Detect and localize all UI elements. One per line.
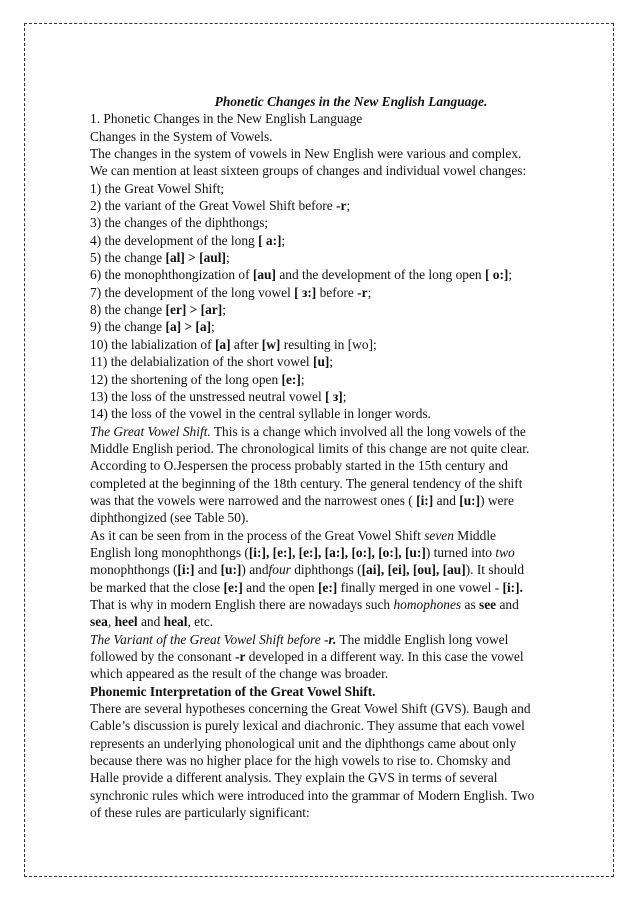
paragraph-line: followed by the consonant -r developed in a different way. In this case the vowel bbox=[90, 649, 524, 664]
paragraph-line: As it can be seen from in the process of the Great Vowel Shift seven Middle bbox=[90, 527, 496, 543]
list-item: 7) the development of the long vowel [ з:] before -r; bbox=[90, 284, 372, 300]
paragraph-line: Halle provide a different analysis. They explain the GVS in terms of several bbox=[90, 770, 498, 786]
paragraph-line: Middle English period. The chronological limits of this change are not quite clear. bbox=[90, 440, 530, 456]
paragraph-line: represents an underlying phonological unit and the diphthongs came about only bbox=[90, 735, 517, 751]
paragraph-line: synchronic rules which were introduced into the grammar of Modern English. Two bbox=[90, 787, 535, 803]
paragraph-line: According to O.Jespersen the process probably started in the 15th century and bbox=[90, 458, 508, 474]
paragraph-line: The Great Vowel Shift. This is a change which involved all the long vowels of the bbox=[90, 423, 526, 439]
list-item: 9) the change [a] > [a]; bbox=[90, 319, 215, 335]
paragraph-line: be marked that the close [e:] and the open [e:] finally merged in one vowel - [i:]. bbox=[90, 579, 523, 595]
subsection-heading: Changes in the System of Vowels. bbox=[90, 128, 273, 144]
paragraph-line: English long monophthongs ([i:], [e:], [e:], [a:], [o:], [o:], [u:]) turned into two bbox=[90, 544, 515, 560]
paragraph-line: was that the vowels were narrowed and the narrowest ones ( [i:] and [u:]) were bbox=[90, 492, 514, 508]
list-item: 11) the delabialization of the short vowel [u]; bbox=[90, 354, 334, 370]
list-item: 8) the change [er] > [ar]; bbox=[90, 302, 226, 318]
paragraph-line: which appeared as the result of the change was broader. bbox=[90, 666, 389, 682]
intro-line: The changes in the system of vowels in New English were various and complex. bbox=[90, 146, 522, 162]
page-title: Phonetic Changes in the New English Language. bbox=[214, 94, 488, 109]
paragraph-line: diphthongized (see Table 50). bbox=[90, 510, 249, 526]
paragraph-line: monophthongs ([i:] and [u:]) andfour diphthongs ([ai], [ei], [ou], [au]). It should bbox=[90, 562, 525, 578]
paragraph-line: completed at the beginning of the 18th century. The general tendency of the shift bbox=[90, 475, 523, 491]
list-item: 12) the shortening of the long open [e:]; bbox=[90, 371, 305, 387]
section-heading: 1. Phonetic Changes in the New English Language bbox=[90, 111, 363, 127]
intro-line: We can mention at least sixteen groups of changes and individual vowel changes: bbox=[90, 163, 527, 179]
paragraph-line: The Variant of the Great Vowel Shift before -r. The middle English long vowel bbox=[90, 631, 509, 647]
list-item: 4) the development of the long [ a:]; bbox=[90, 232, 286, 248]
list-item: 2) the variant of the Great Vowel Shift before -r; bbox=[90, 198, 351, 214]
paragraph-line: Cable’s discussion is purely lexical and diachronic. They assume that each vowel bbox=[90, 718, 525, 734]
list-item: 1) the Great Vowel Shift; bbox=[90, 180, 225, 196]
paragraph-line: because there was no higher place for the high vowels to rise to. Chomsky and bbox=[90, 753, 511, 769]
section-heading: Phonemic Interpretation of the Great Vowel Shift. bbox=[90, 683, 376, 699]
paragraph-line: sea, heel and heal, etc. bbox=[90, 614, 214, 630]
paragraph-line: That is why in modern English there are nowadays such homophones as see and bbox=[90, 596, 519, 612]
list-item: 6) the monophthongization of [au] and the development of the long open [ o:]; bbox=[90, 267, 513, 283]
paragraph-line: of these rules are particularly significant: bbox=[90, 805, 310, 821]
list-item: 14) the loss of the vowel in the central syllable in longer words. bbox=[90, 406, 432, 422]
list-item: 3) the changes of the diphthongs; bbox=[90, 215, 269, 231]
list-item: 13) the loss of the unstressed neutral vowel [ з]; bbox=[90, 388, 347, 404]
list-item: 5) the change [al] > [aul]; bbox=[90, 250, 230, 266]
list-item: 10) the labialization of [a] after [w] resulting in [wo]; bbox=[90, 336, 377, 352]
paragraph-line: There are several hypotheses concerning the Great Vowel Shift (GVS). Baugh and bbox=[90, 701, 531, 717]
document-body bbox=[90, 93, 590, 821]
